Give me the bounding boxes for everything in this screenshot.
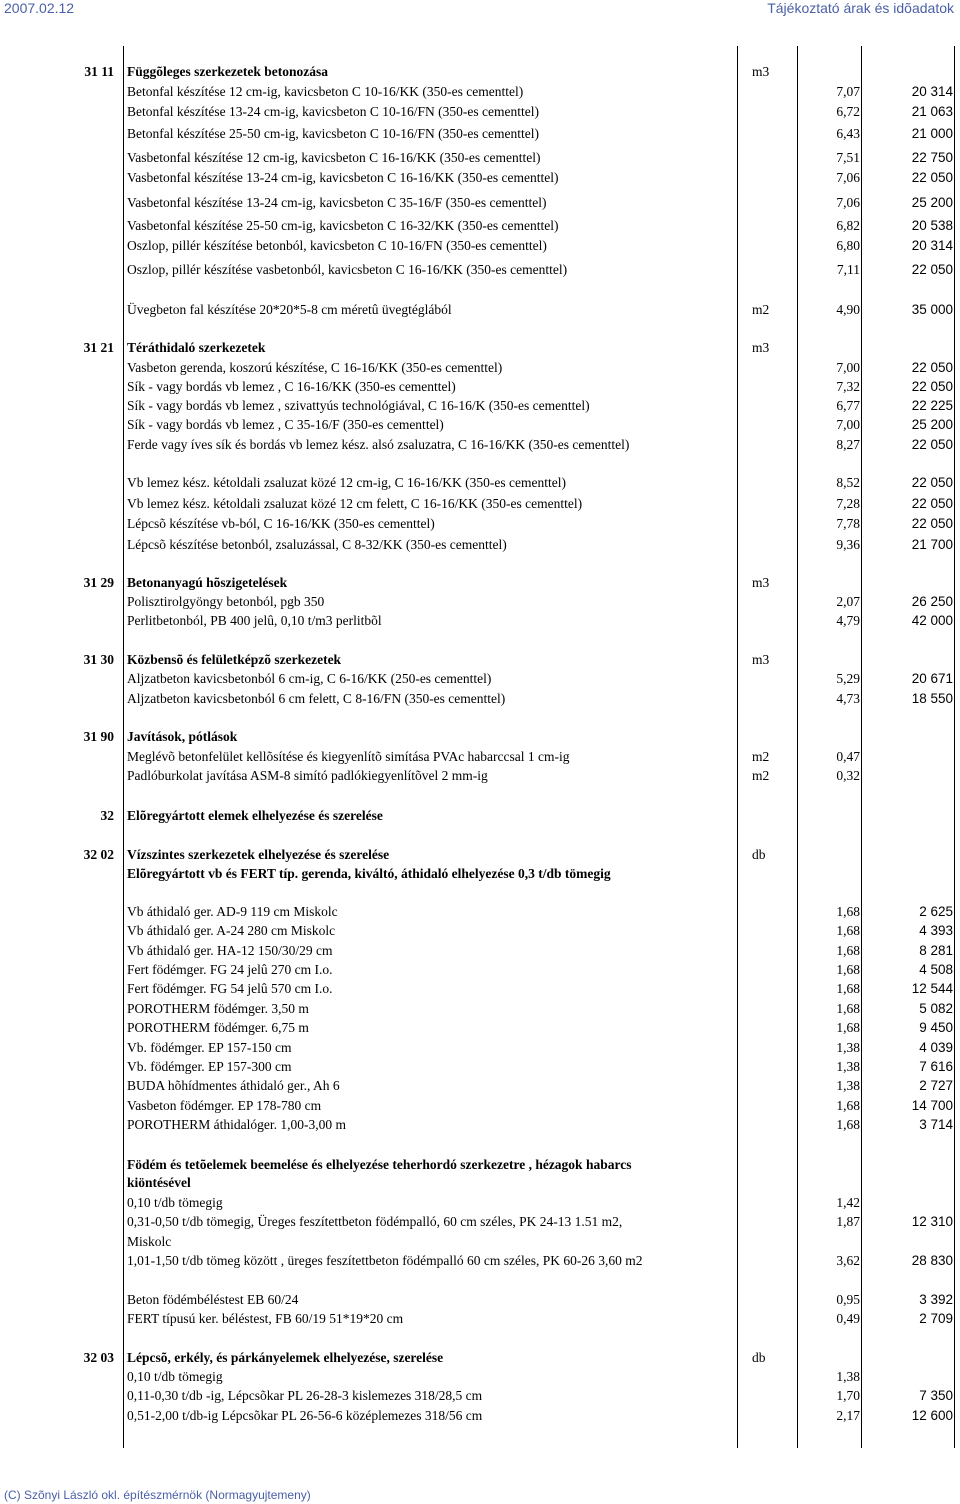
item-norm-time: 1,68 — [836, 981, 860, 996]
item-norm-time: 8,27 — [836, 437, 860, 452]
section-title-row — [0, 574, 960, 592]
item-norm-time: 3,62 — [836, 1253, 860, 1268]
item-description: Vb. födémger. EP 157-300 cm — [127, 1059, 292, 1074]
item-description: Födém és tetõelemek beemelése és elhelyezése teherhordó szerkezetre , hézagok habarcs — [127, 1157, 632, 1172]
item-price: 35 000 — [911, 302, 953, 317]
item-description: 0,51-2,00 t/db-ig Lépcsõkar PL 26-56-6 középlemezes 318/56 cm — [127, 1408, 483, 1423]
table-row — [0, 436, 960, 454]
item-norm-time: 0,49 — [836, 1311, 860, 1326]
table-row — [0, 1039, 960, 1057]
table-row — [0, 1233, 960, 1251]
item-norm-time: 7,51 — [836, 150, 860, 165]
item-norm-time: 6,80 — [836, 238, 860, 253]
table-row — [0, 474, 960, 492]
item-description: Oszlop, pillér készítése betonból, kavicsbeton C 10-16/FN (350-es cementtel) — [127, 238, 547, 253]
item-price: 7 616 — [919, 1059, 953, 1074]
table-row — [0, 1252, 960, 1270]
item-norm-time: 1,38 — [836, 1369, 860, 1384]
item-description: 0,31-0,50 t/db tömegig, Üreges feszítettbeton födémpalló, 60 cm széles, PK 24-13 1.51 m2, — [127, 1214, 623, 1229]
item-description: Betonanyagú hõszigetelések — [127, 575, 288, 590]
item-code: 31 29 — [83, 575, 114, 590]
item-norm-time: 5,29 — [836, 671, 860, 686]
item-description: Aljzatbeton kavicsbetonból 6 cm felett, C 8-16/FN (350-es cementtel) — [127, 691, 506, 706]
item-norm-time: 7,11 — [836, 262, 860, 277]
item-description: Vb áthidaló ger. AD-9 119 cm Miskolc — [127, 904, 338, 919]
item-norm-time: 1,68 — [836, 1098, 860, 1113]
table-row — [0, 416, 960, 434]
table-row — [0, 961, 960, 979]
item-unit: m3 — [752, 652, 770, 667]
item-description: Üvegbeton fal készítése 20*20*5-8 cm méretû üvegtéglából — [127, 302, 452, 317]
item-norm-time: 7,06 — [836, 170, 860, 185]
item-description: FERT típusú ker. béléstest, FB 60/19 51*19*20 cm — [127, 1311, 404, 1326]
item-norm-time: 7,32 — [836, 379, 860, 394]
item-price: 20 538 — [911, 218, 953, 233]
item-price: 21 000 — [911, 126, 953, 141]
section-title-row — [0, 1156, 960, 1174]
item-description: POROTHERM födémger. 6,75 m — [127, 1020, 309, 1035]
item-price: 28 830 — [911, 1253, 953, 1268]
item-description: Téráthidaló szerkezetek — [127, 340, 266, 355]
item-price: 3 392 — [919, 1292, 953, 1307]
table-row — [0, 103, 960, 121]
item-norm-time: 6,82 — [836, 218, 860, 233]
item-norm-time: 1,87 — [836, 1214, 860, 1229]
item-price: 20 671 — [911, 671, 953, 686]
item-price: 4 393 — [919, 923, 953, 938]
item-description: Vb lemez kész. kétoldali zsaluzat közé 12 cm-ig, C 16-16/KK (350-es cementtel) — [127, 475, 566, 490]
table-row — [0, 378, 960, 396]
item-code: 31 21 — [83, 340, 114, 355]
item-norm-time: 2,17 — [836, 1408, 860, 1423]
item-price: 22 050 — [911, 437, 953, 452]
table-row — [0, 942, 960, 960]
item-description: Vasbetonfal készítése 13-24 cm-ig, kavicsbeton C 16-16/KK (350-es cementtel) — [127, 170, 559, 185]
item-unit: m3 — [752, 575, 770, 590]
item-norm-time: 7,07 — [836, 84, 860, 99]
item-unit: db — [752, 1350, 766, 1365]
item-price: 18 550 — [911, 691, 953, 706]
item-description: Függõleges szerkezetek betonozása — [127, 64, 328, 79]
item-description: Sík - vagy bordás vb lemez , szivattyús technológiával, C 16-16/K (350-es cementtel) — [127, 398, 590, 413]
item-price: 22 050 — [911, 475, 953, 490]
item-price: 21 700 — [911, 537, 953, 552]
item-norm-time: 1,38 — [836, 1078, 860, 1093]
table-row — [0, 690, 960, 708]
item-norm-time: 7,06 — [836, 195, 860, 210]
item-norm-time: 0,95 — [836, 1292, 860, 1307]
item-code: 32 02 — [83, 847, 114, 862]
item-description: Közbensõ és felületképzõ szerkezetek — [127, 652, 342, 667]
table-row — [0, 670, 960, 688]
section-title-row — [0, 807, 960, 825]
table-row — [0, 612, 960, 630]
item-price: 12 600 — [911, 1408, 953, 1423]
section-title-row — [0, 865, 960, 883]
table-row — [0, 261, 960, 279]
item-price: 2 727 — [919, 1078, 953, 1093]
table-row — [0, 767, 960, 785]
item-norm-time: 1,42 — [836, 1195, 860, 1210]
section-title-row — [0, 1349, 960, 1367]
section-title-row — [0, 651, 960, 669]
item-description: Ferde vagy íves sík és bordás vb lemez kész. alsó zsaluzatra, C 16-16/KK (350-es cementtel) — [127, 437, 630, 452]
item-norm-time: 2,07 — [836, 594, 860, 609]
header-date: 2007.02.12 — [4, 0, 75, 16]
table-row — [0, 515, 960, 533]
table-row — [0, 1116, 960, 1134]
item-description: Lépcsõ készítése betonból, zsaluzással, C 8-32/KK (350-es cementtel) — [127, 537, 507, 552]
item-price: 8 281 — [919, 943, 953, 958]
item-description: Vasbetonfal készítése 25-50 cm-ig, kavicsbeton C 16-32/KK (350-es cementtel) — [127, 218, 559, 233]
item-description: 0,11-0,30 t/db -ig, Lépcsõkar PL 26-28-3 kislemezes 318/28,5 cm — [127, 1388, 483, 1403]
item-description: Vasbetonfal készítése 12 cm-ig, kavicsbeton C 16-16/KK (350-es cementtel) — [127, 150, 541, 165]
item-description: Fert födémger. FG 24 jelû 270 cm I.o. — [127, 962, 333, 977]
header-title: Tájékoztató árak és idõadatok — [767, 0, 954, 16]
item-description: Vb áthidaló ger. HA-12 150/30/29 cm — [127, 943, 333, 958]
item-description: Vasbeton gerenda, koszorú készítése, C 16-16/KK (350-es cementtel) — [127, 360, 503, 375]
table-row — [0, 495, 960, 513]
item-price: 2 709 — [919, 1311, 953, 1326]
table-row — [0, 1097, 960, 1115]
item-description: Elõregyártott vb és FERT típ. gerenda, kiváltó, áthidaló elhelyezése 0,3 t/db tömegig — [127, 866, 611, 881]
item-norm-time: 1,38 — [836, 1040, 860, 1055]
item-norm-time: 8,52 — [836, 475, 860, 490]
item-description: Sík - vagy bordás vb lemez , C 16-16/KK (350-es cementtel) — [127, 379, 456, 394]
item-price: 7 350 — [919, 1388, 953, 1403]
table-row — [0, 903, 960, 921]
item-norm-time: 7,00 — [836, 417, 860, 432]
item-norm-time: 7,78 — [836, 516, 860, 531]
item-norm-time: 1,68 — [836, 962, 860, 977]
item-unit: m2 — [752, 768, 770, 783]
table-row — [0, 1058, 960, 1076]
item-code: 32 — [100, 808, 114, 823]
table-row — [0, 922, 960, 940]
item-description: Betonfal készítése 12 cm-ig, kavicsbeton C 10-16/KK (350-es cementtel) — [127, 84, 524, 99]
item-description: 1,01-1,50 t/db tömeg között , üreges feszítettbeton födémpalló 60 cm széles, PK 60-26 3,60 m2 — [127, 1253, 643, 1268]
section-title-row — [0, 339, 960, 357]
item-description: Padlóburkolat javítása ASM-8 simító padlókiegyenlítõvel 2 mm-ig — [127, 768, 488, 783]
item-price: 42 000 — [911, 613, 953, 628]
item-description: Beton födémbéléstest EB 60/24 — [127, 1292, 299, 1307]
item-price: 3 714 — [919, 1117, 953, 1132]
item-price: 22 050 — [911, 170, 953, 185]
footer-copyright: (C) Szõnyi László okl. építészmérnök (Normagyujtemeny) — [4, 1488, 311, 1502]
item-price: 26 250 — [911, 594, 953, 609]
item-description: Lépcsõ készítése vb-ból, C 16-16/KK (350-es cementtel) — [127, 516, 435, 531]
item-norm-time: 1,38 — [836, 1059, 860, 1074]
item-description: Meglévõ betonfelület kellõsítése és kiegyenlítõ simítása PVAc habarccsal 1 cm-ig — [127, 749, 570, 764]
item-price: 25 200 — [911, 417, 953, 432]
item-description: BUDA hõhídmentes áthidaló ger., Ah 6 — [127, 1078, 340, 1093]
item-code: 31 90 — [83, 729, 114, 744]
item-price: 20 314 — [911, 238, 953, 253]
item-norm-time: 4,73 — [836, 691, 860, 706]
item-code: 31 11 — [84, 64, 114, 79]
item-norm-time: 6,72 — [836, 104, 860, 119]
item-unit: m2 — [752, 302, 770, 317]
table-row — [0, 1019, 960, 1037]
item-description: Elõregyártott elemek elhelyezése és szerelése — [127, 808, 383, 823]
item-description: Polisztirolgyöngy betonból, pgb 350 — [127, 594, 325, 609]
item-price: 4 508 — [919, 962, 953, 977]
item-price: 22 050 — [911, 360, 953, 375]
item-norm-time: 0,47 — [836, 749, 860, 764]
item-unit: db — [752, 847, 766, 862]
item-description: Perlitbetonból, PB 400 jelû, 0,10 t/m3 perlitbõl — [127, 613, 382, 628]
item-description: Aljzatbeton kavicsbetonból 6 cm-ig, C 6-16/KK (250-es cementtel) — [127, 671, 492, 686]
item-unit: m3 — [752, 64, 770, 79]
item-norm-time: 1,68 — [836, 943, 860, 958]
item-description: Fert födémger. FG 54 jelû 570 cm I.o. — [127, 981, 333, 996]
table-row — [0, 301, 960, 319]
section-title-row — [0, 846, 960, 864]
item-price: 14 700 — [911, 1098, 953, 1113]
item-price: 22 050 — [911, 516, 953, 531]
item-price: 2 625 — [919, 904, 953, 919]
item-price: 20 314 — [911, 84, 953, 99]
item-description: Vízszintes szerkezetek elhelyezése és szerelése — [127, 847, 390, 862]
item-price: 5 082 — [919, 1001, 953, 1016]
item-description: Lépcsõ, erkély, és párkányelemek elhelyezése, szerelése — [127, 1350, 444, 1365]
item-norm-time: 1,68 — [836, 904, 860, 919]
table-row — [0, 125, 960, 143]
item-description: Oszlop, pillér készítése vasbetonból, kavicsbeton C 16-16/KK (350-es cementtel) — [127, 262, 568, 277]
item-norm-time: 4,79 — [836, 613, 860, 628]
table-row — [0, 593, 960, 611]
item-norm-time: 6,43 — [836, 126, 860, 141]
item-unit: m2 — [752, 749, 770, 764]
item-norm-time: 4,90 — [836, 302, 860, 317]
item-description: POROTHERM áthidalóger. 1,00-3,00 m — [127, 1117, 346, 1132]
item-description: POROTHERM födémger. 3,50 m — [127, 1001, 309, 1016]
table-row — [0, 1194, 960, 1212]
table-row — [0, 397, 960, 415]
item-description: Vasbeton födémger. EP 178-780 cm — [127, 1098, 322, 1113]
item-norm-time: 1,68 — [836, 1117, 860, 1132]
item-price: 4 039 — [919, 1040, 953, 1055]
table-row — [0, 1000, 960, 1018]
table-row — [0, 194, 960, 212]
table-row — [0, 217, 960, 235]
item-price: 25 200 — [911, 195, 953, 210]
section-title-row — [0, 728, 960, 746]
item-price: 22 050 — [911, 379, 953, 394]
item-description: Miskolc — [127, 1234, 172, 1249]
table-row — [0, 237, 960, 255]
section-title-row — [0, 1174, 960, 1192]
item-description: 0,10 t/db tömegig — [127, 1369, 223, 1384]
item-description: Vasbetonfal készítése 13-24 cm-ig, kavicsbeton C 35-16/F (350-es cementtel) — [127, 195, 547, 210]
item-norm-time: 0,32 — [836, 768, 860, 783]
table-row — [0, 359, 960, 377]
item-norm-time: 7,28 — [836, 496, 860, 511]
item-price: 21 063 — [911, 104, 953, 119]
table-row — [0, 1407, 960, 1425]
section-title-row — [0, 63, 960, 81]
table-row — [0, 1310, 960, 1328]
table-row — [0, 536, 960, 554]
item-price: 9 450 — [919, 1020, 953, 1035]
item-price: 22 050 — [911, 262, 953, 277]
item-norm-time: 1,68 — [836, 1001, 860, 1016]
item-price: 22 750 — [911, 150, 953, 165]
table-row — [0, 1213, 960, 1231]
item-description: Vb áthidaló ger. A-24 280 cm Miskolc — [127, 923, 336, 938]
table-row — [0, 1077, 960, 1095]
table-row — [0, 1291, 960, 1309]
table-row — [0, 1368, 960, 1386]
item-price: 22 225 — [911, 398, 953, 413]
item-norm-time: 6,77 — [836, 398, 860, 413]
table-row — [0, 169, 960, 187]
item-description: kiöntésével — [127, 1175, 191, 1190]
table-row — [0, 83, 960, 101]
item-unit: m3 — [752, 340, 770, 355]
item-description: Javítások, pótlások — [127, 729, 238, 744]
item-code: 31 30 — [83, 652, 114, 667]
item-norm-time: 9,36 — [836, 537, 860, 552]
item-description: 0,10 t/db tömegig — [127, 1195, 223, 1210]
item-price: 12 544 — [911, 981, 953, 996]
item-norm-time: 1,68 — [836, 1020, 860, 1035]
item-code: 32 03 — [83, 1350, 114, 1365]
table-row — [0, 149, 960, 167]
item-description: Sík - vagy bordás vb lemez , C 35-16/F (350-es cementtel) — [127, 417, 444, 432]
table-row — [0, 1387, 960, 1405]
item-price: 12 310 — [911, 1214, 953, 1229]
item-norm-time: 7,00 — [836, 360, 860, 375]
item-norm-time: 1,68 — [836, 923, 860, 938]
item-norm-time: 1,70 — [836, 1388, 860, 1403]
item-description: Vb. födémger. EP 157-150 cm — [127, 1040, 292, 1055]
item-description: Betonfal készítése 13-24 cm-ig, kavicsbeton C 10-16/FN (350-es cementtel) — [127, 104, 540, 119]
table-row — [0, 748, 960, 766]
item-price: 22 050 — [911, 496, 953, 511]
item-description: Betonfal készítése 25-50 cm-ig, kavicsbeton C 10-16/FN (350-es cementtel) — [127, 126, 540, 141]
item-description: Vb lemez kész. kétoldali zsaluzat közé 12 cm felett, C 16-16/KK (350-es cementtel) — [127, 496, 583, 511]
table-row — [0, 980, 960, 998]
